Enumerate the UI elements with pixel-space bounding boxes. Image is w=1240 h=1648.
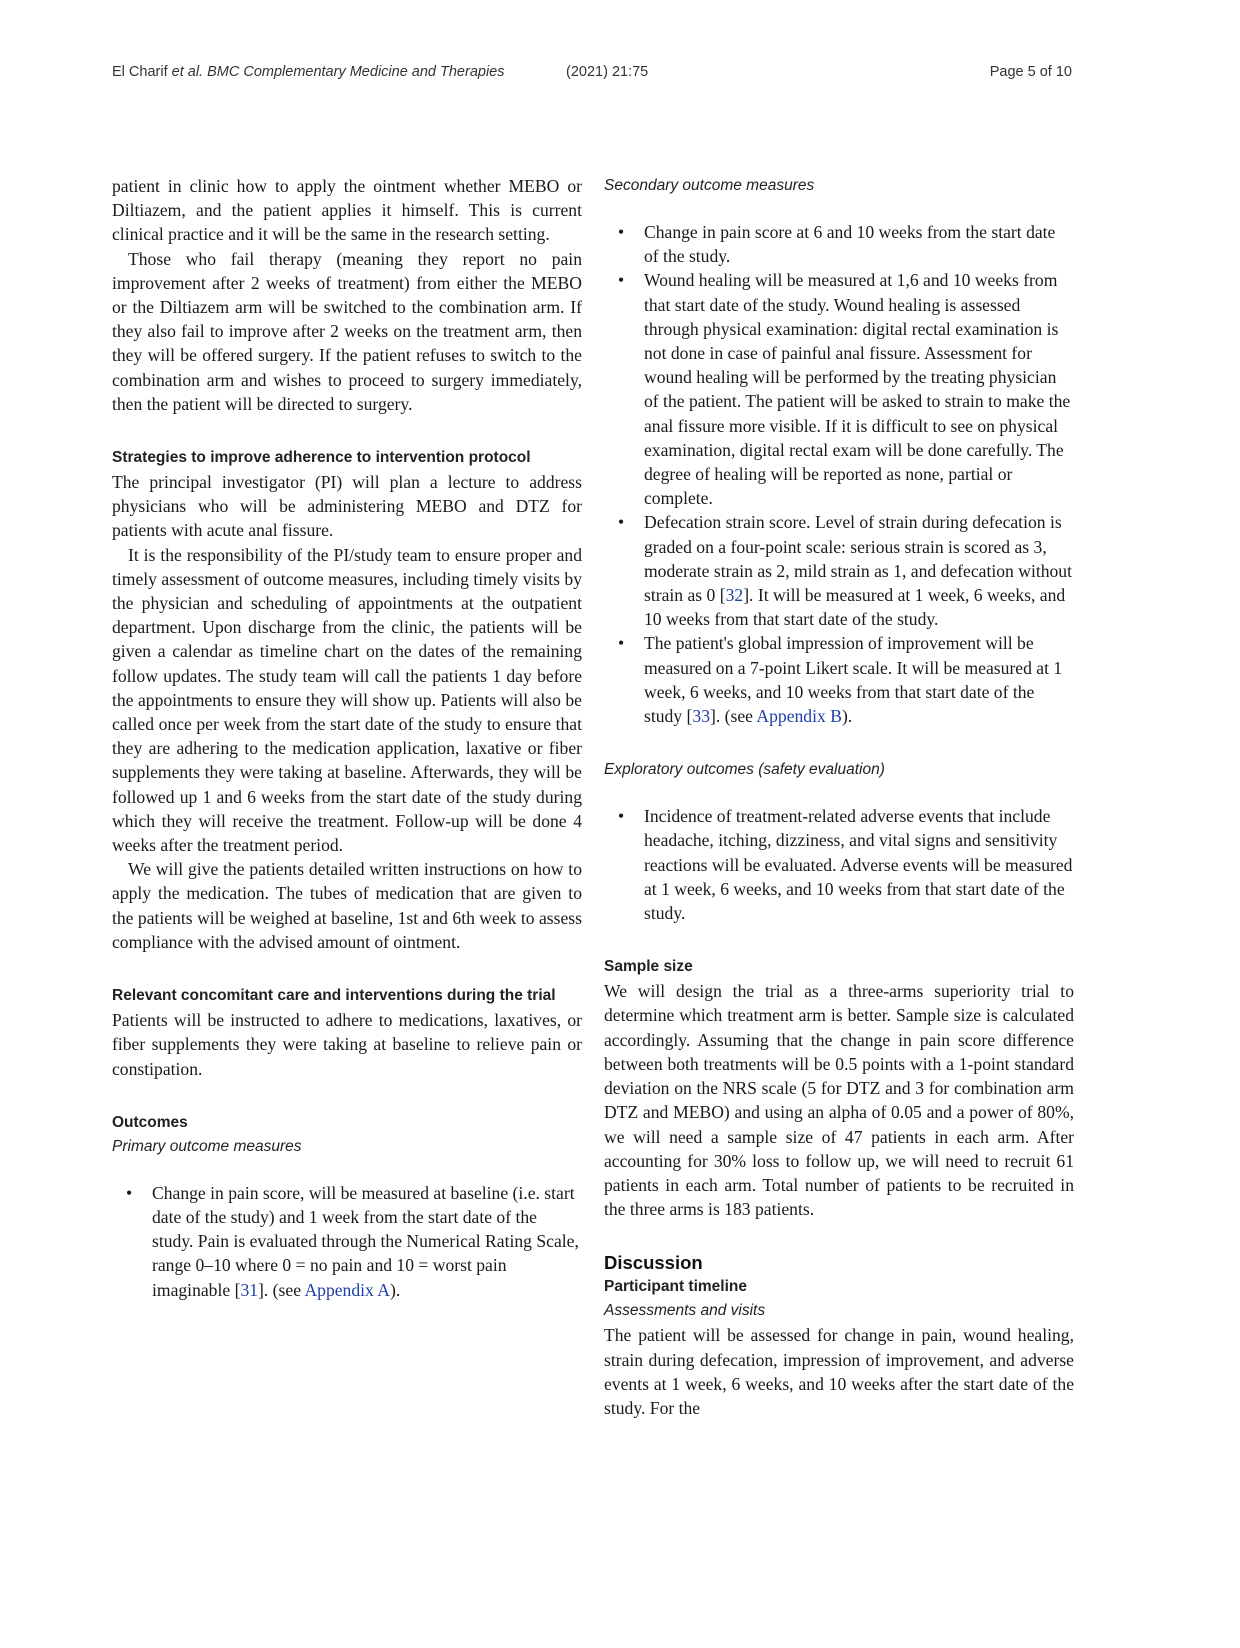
paragraph-pi-lecture: The principal investigator (PI) will plan a lecture to address physicians who will be administering MEBO and DTZ for patients with acute anal fissure.: [112, 472, 582, 541]
list-item: • The patient's global impression of improvement will be measured on a 7-point Likert scale. It will be measured at 1 week, 6 weeks, and 10 weeks from that start date of the study [33]. (see Appendix B).: [604, 631, 1074, 728]
reference-link-31[interactable]: 31: [240, 1279, 259, 1300]
header-authors: El Charif: [112, 64, 168, 80]
primary-outcome-list: [112, 1181, 582, 1302]
left-column: [112, 174, 582, 1302]
appendix-a-link[interactable]: Appendix A: [304, 1279, 390, 1300]
appendix-b-link[interactable]: Appendix B: [756, 706, 842, 727]
list-item: • Wound healing will be measured at 1,6 and 10 weeks from that start date of the study. Wound healing is assessed through physical examination: digital rectal examination is not done in case of painful anal fissure. Assessment for wound healing will be performed by the treating physician of the patient. The patient will be asked to strain to make the anal fissure more visible. If it is difficult to see on physical examination, digital rectal exam will be done carefully. The degree of healing will be reported as none, partial or complete.: [604, 268, 1074, 510]
paragraph-concomitant: Patients will be instructed to adhere to medications, laxatives, or fiber supplements they were taking at baseline to relieve pain or constipation.: [112, 1010, 582, 1079]
heading-assessments-visits: Assessments and visits: [604, 1302, 766, 1320]
paragraph-instructions: We will give the patients detailed written instructions on how to apply the medication. The tubes of medication that are given to the patients will be weighed at baseline, 1st and 6th week to assess compliance with the advised amount of ointment.: [112, 859, 582, 952]
heading-discussion: Discussion: [604, 1252, 703, 1274]
paragraph-sample-size: We will design the trial as a three-arms superiority trial to determine which treatment arm is better. Sample size is calculated accordingly. Assuming that the change in pain score difference between both treatments will be 0.5 points with a 1-point standard deviation on the NRS scale (5 for DTZ and 3 for combination arm DTZ and MEBO) and using an alpha of 0.05 and a power of 80%, we will need a sample size of 47 patients in each arm. After accounting for 30% loss to follow up, we will need to recruit 61 patients in each arm. Total number of patients to be recruited in the three arms is 183 patients.: [604, 981, 1074, 1220]
list-item: • Change in pain score, will be measured at baseline (i.e. start date of the study) and 1 week from the start date of the study. Pain is evaluated through the Numerical Rating Scale, range 0–10 where 0 = no pain and 10 = worst pain imaginable [31]. (see Appendix A).: [112, 1181, 582, 1302]
reference-link-32[interactable]: 32: [725, 585, 744, 606]
heading-secondary-outcomes: Secondary outcome measures: [604, 177, 815, 194]
list-item: • Incidence of treatment-related adverse events that include headache, itching, dizziness, and vital signs and sensitivity reactions will be evaluated. Adverse events will be measured at 1 week, 6 weeks, and 10 weeks from that start date of the study.: [604, 804, 1074, 925]
heading-outcomes: Outcomes: [112, 1113, 188, 1131]
paragraph-study-team: It is the responsibility of the PI/study team to ensure proper and timely assessment of outcome measures, including timely visits by the physician and scheduling of appointments at the outpatient department. Upon discharge from the clinic, the patients will be given a calendar as timeline chart on the dates of the remaining follow updates. The study team will call the patients 1 day before the appointments to ensure they will show up. Patients will also be called once per week from the start date of the study to ensure that they are adhering to the medication application, laxative or fiber supplements they were taking at baseline. Afterwards, they will be followed up 1 and 6 weeks from the start date of the study during which they will receive the treatment. Follow-up will be done 4 weeks after the treatment period.: [112, 544, 582, 856]
running-header: [112, 64, 1072, 86]
list-item: • Change in pain score at 6 and 10 weeks from the start date of the study.: [604, 220, 1074, 268]
paragraph-fail-therapy: Those who fail therapy (meaning they report no pain improvement after 2 weeks of treatment) from either the MEBO or the Diltiazem arm will be switched to the combination arm. If they also fail to improve after 2 weeks on the treatment arm, then they will be offered surgery. If the patient refuses to switch to the combination arm and wishes to proceed to surgery immediately, then the patient will be directed to surgery.: [112, 248, 582, 414]
exploratory-outcome-list: [604, 804, 1074, 925]
right-column: [604, 174, 1074, 1420]
header-page-number: Page 5 of 10: [989, 64, 1072, 80]
heading-concomitant-care: Relevant concomitant care and interventions during the trial: [112, 987, 556, 1005]
heading-adherence: Strategies to improve adherence to intervention protocol: [112, 449, 531, 467]
heading-sample-size: Sample size: [604, 958, 693, 976]
heading-exploratory-outcomes: Exploratory outcomes (safety evaluation): [604, 761, 885, 779]
paragraph-application: patient in clinic how to apply the ointment whether MEBO or Diltiazem, and the patient applies it himself. This is current clinical practice and it will be the same in the research setting.: [112, 176, 582, 245]
header-citation: [112, 64, 505, 80]
secondary-outcome-list: [604, 220, 1074, 728]
header-year-volume: (2021) 21:75: [566, 64, 649, 80]
heading-participant-timeline: Participant timeline: [604, 1278, 747, 1296]
paragraph-assessments: The patient will be assessed for change in pain, wound healing, strain during defecation, impression of improvement, and adverse events at 1 week, 6 weeks, and 10 weeks after the start date of the study. For the: [604, 1325, 1074, 1418]
header-journal: BMC Complementary Medicine and Therapies: [207, 64, 505, 80]
heading-primary-outcomes: Primary outcome measures: [112, 1137, 302, 1155]
header-etal: et al.: [171, 64, 204, 80]
list-item: • Defecation strain score. Level of strain during defecation is graded on a four-point scale: serious strain is scored as 3, moderate strain as 2, mild strain as 1, and defecation without strain as 0 [32]. It will be measured at 1 week, 6 weeks, and 10 weeks from that start date of the study.: [604, 510, 1074, 631]
reference-link-33[interactable]: 33: [692, 706, 710, 727]
